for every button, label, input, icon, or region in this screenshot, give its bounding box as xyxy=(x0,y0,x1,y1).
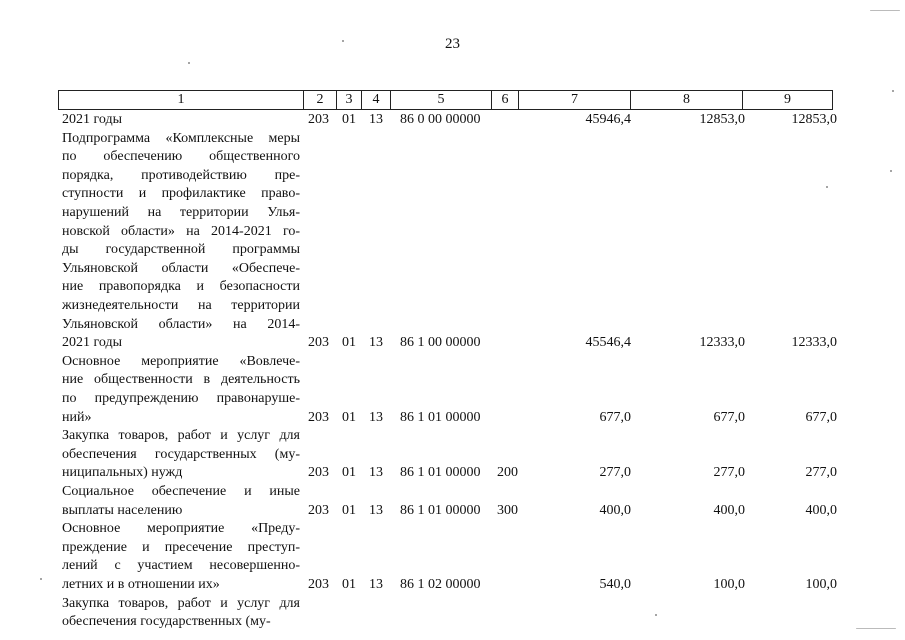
scan-speck xyxy=(890,170,892,172)
amount-col-9: 400,0 xyxy=(805,502,837,518)
amount-col-8: 12333,0 xyxy=(699,335,745,351)
description-line: по предупреждению правонаруше- xyxy=(62,390,300,406)
description-line: Закупка товаров, работ и услуг для xyxy=(62,428,300,444)
page-number: 23 xyxy=(445,36,460,52)
table-row xyxy=(0,483,905,520)
description-line: обеспечения государственных (му- xyxy=(62,446,300,462)
table-row xyxy=(0,520,905,594)
description-line: обеспечения государственных (му- xyxy=(62,614,271,630)
target-article-code: 86 1 01 00000 xyxy=(400,409,481,425)
expense-type-code: 200 xyxy=(497,465,518,481)
expense-type-code: 300 xyxy=(497,502,518,518)
description-line: Основное мероприятие «Вовлече- xyxy=(62,353,300,369)
description-line: Социальное обеспечение и иные xyxy=(62,484,300,499)
header-col-7: 7 xyxy=(519,91,631,110)
description-line: жизнедеятельности на территории xyxy=(62,297,300,313)
description-line: Основное мероприятие «Преду- xyxy=(62,521,300,537)
description-line: Ульяновской области «Обеспече- xyxy=(62,260,300,276)
target-article-code: 86 0 00 00000 xyxy=(400,112,481,127)
scan-speck xyxy=(655,614,657,616)
amount-col-8: 12853,0 xyxy=(699,112,745,127)
description-line: Закупка товаров, работ и услуг для xyxy=(62,595,300,611)
description-line: новской области» на 2014-2021 го- xyxy=(62,223,300,239)
row-description xyxy=(62,520,300,594)
row-description xyxy=(62,130,300,353)
description-line: по обеспечению общественного xyxy=(62,149,300,165)
section-code: 01 xyxy=(342,576,356,592)
section-code: 01 xyxy=(342,409,356,425)
target-article-code: 86 1 00 00000 xyxy=(400,335,481,351)
table-row xyxy=(0,130,905,353)
description-line: лений с участием несовершенно- xyxy=(62,558,300,574)
description-line: ние правопорядка и безопасности xyxy=(62,279,300,295)
scan-speck xyxy=(870,10,900,11)
table-row xyxy=(0,595,905,632)
subsection-code: 13 xyxy=(369,335,383,351)
row-description xyxy=(62,427,300,483)
amount-col-7: 45946,4 xyxy=(585,112,631,127)
admin-code: 203 xyxy=(308,465,329,481)
row-description xyxy=(62,111,300,130)
header-row xyxy=(59,91,833,110)
amount-col-9: 277,0 xyxy=(805,465,837,481)
section-code: 01 xyxy=(342,502,356,518)
amount-col-9: 100,0 xyxy=(805,576,837,592)
amount-col-8: 677,0 xyxy=(713,409,745,425)
amount-col-8: 400,0 xyxy=(713,502,745,518)
description-line: летних и в отношении их» xyxy=(62,576,220,592)
amount-col-8: 277,0 xyxy=(713,465,745,481)
header-col-8: 8 xyxy=(631,91,743,110)
amount-col-7: 45546,4 xyxy=(585,335,631,351)
description-line: ды государственной программы xyxy=(62,242,300,258)
row-description xyxy=(62,483,300,520)
header-col-5: 5 xyxy=(391,91,492,110)
row-description xyxy=(62,353,300,427)
subsection-code: 13 xyxy=(369,112,383,127)
scan-speck xyxy=(40,578,42,580)
column-number-header xyxy=(58,90,833,110)
description-line: Подпрограмма «Комплексные меры xyxy=(62,130,300,146)
target-article-code: 86 1 02 00000 xyxy=(400,576,481,592)
amount-col-7: 400,0 xyxy=(599,502,631,518)
scan-speck xyxy=(342,40,344,42)
amount-col-8: 100,0 xyxy=(713,576,745,592)
header-col-4: 4 xyxy=(362,91,391,110)
scan-speck xyxy=(892,90,894,92)
description-line: 2021 годы xyxy=(62,335,123,351)
description-line: Ульяновской области» на 2014- xyxy=(62,316,300,332)
header-col-1: 1 xyxy=(59,91,304,110)
table-row xyxy=(0,353,905,427)
admin-code: 203 xyxy=(308,576,329,592)
amount-col-9: 12333,0 xyxy=(791,335,837,351)
header-col-3: 3 xyxy=(337,91,362,110)
admin-code: 203 xyxy=(308,112,329,127)
table-row xyxy=(0,427,905,483)
description-line: ступности и профилактике право- xyxy=(62,186,300,202)
description-line: порядка, противодействию пре- xyxy=(62,167,300,183)
section-code: 01 xyxy=(342,335,356,351)
description-line: выплаты населению xyxy=(62,502,183,518)
target-article-code: 86 1 01 00000 xyxy=(400,465,481,481)
section-code: 01 xyxy=(342,112,356,127)
admin-code: 203 xyxy=(308,335,329,351)
scan-speck xyxy=(856,628,896,629)
table-row xyxy=(0,111,905,130)
scan-speck xyxy=(188,62,190,64)
description-line: нарушений на территории Улья- xyxy=(62,204,300,220)
subsection-code: 13 xyxy=(369,409,383,425)
description-line: 2021 годы xyxy=(62,112,123,127)
section-code: 01 xyxy=(342,465,356,481)
amount-col-7: 540,0 xyxy=(599,576,631,592)
description-line: ниципальных) нужд xyxy=(62,465,183,481)
header-col-2: 2 xyxy=(304,91,337,110)
amount-col-9: 12853,0 xyxy=(791,112,837,127)
subsection-code: 13 xyxy=(369,502,383,518)
amount-col-7: 677,0 xyxy=(599,409,631,425)
scan-speck xyxy=(826,186,828,188)
description-line: преждение и пресечение преступ- xyxy=(62,539,300,555)
target-article-code: 86 1 01 00000 xyxy=(400,502,481,518)
admin-code: 203 xyxy=(308,502,329,518)
subsection-code: 13 xyxy=(369,465,383,481)
admin-code: 203 xyxy=(308,409,329,425)
amount-col-7: 277,0 xyxy=(599,465,631,481)
header-col-9: 9 xyxy=(743,91,833,110)
amount-col-9: 677,0 xyxy=(805,409,837,425)
description-line: ний» xyxy=(62,409,92,425)
header-col-6: 6 xyxy=(492,91,519,110)
subsection-code: 13 xyxy=(369,576,383,592)
description-line: ние общественности в деятельность xyxy=(62,372,300,388)
row-description xyxy=(62,595,300,632)
